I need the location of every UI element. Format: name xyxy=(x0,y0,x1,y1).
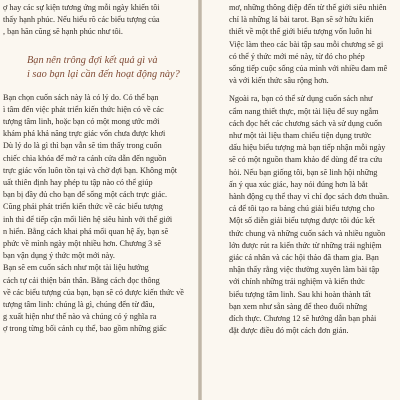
text-line: thấy hạnh phúc. Nếu hiểu rõ các biểu tượng của xyxy=(3,15,160,25)
text-line: Bạn sẽ em cuốn sách như một tài liệu hướng xyxy=(3,263,149,273)
text-line: ợ trong từng bối cảnh cụ thể, bao gồm những giấc xyxy=(3,324,167,334)
text-line: inh thì để tiếp cận mối liên hệ siêu hình với thế giới xyxy=(3,214,173,224)
text-line: ì tâm đến việc phát triển kiến thức hiện có về các xyxy=(3,104,164,114)
text-line: mơ, những thông điệp đến từ thế giới siêu nhiên xyxy=(229,3,387,12)
section-heading xyxy=(27,54,192,82)
text-line: dấu hiệu biểu tượng mà bạn tiếp nhận mỗi ngày xyxy=(229,143,386,153)
text-line: Ngoài ra, bạn có thể sử dụng cuốn sách như xyxy=(229,94,373,104)
text-line: và với kiến thức sâu rộng hơn. xyxy=(229,76,329,86)
heading-line: Bạn nên trông đợi kết quả gì và xyxy=(27,54,158,66)
body-paragraph xyxy=(229,93,396,337)
text-line: g xuất hiện như thế nào và chúng có ý nghĩa ra xyxy=(3,312,157,322)
text-line: đích thực. Chương 12 sẽ hướng dẫn bạn phải xyxy=(229,314,377,324)
text-line: tượng tâm linh: chúng là gì, chúng đến từ đâu, xyxy=(3,300,155,310)
text-line: về các biểu tượng của bạn, bạn sẽ có được kiến thức về xyxy=(3,287,184,297)
text-line: Bạn chọn cuốn sách này là có lý do. Có thể bạn xyxy=(3,92,159,102)
text-line: trực giác vốn luôn tồn tại và chờ đợi bạn. Không một xyxy=(3,165,178,175)
text-line: giác cá nhân và các hội thảo đã tham gia. Bạn xyxy=(229,253,379,263)
left-page xyxy=(0,0,198,400)
text-line: Dù lý do là gì thì bạn vẫn sẽ tìm thấy trong cuốn xyxy=(3,141,162,151)
top-paragraph xyxy=(229,2,396,87)
text-line: đặt được điều đó một cách đơn giản. xyxy=(229,326,349,336)
text-line: với chính những trải nghiệm và kiến thức xyxy=(229,277,365,287)
text-line: chỉ là những lá bài tarot. Bạn sẽ sở hữu kiến xyxy=(229,15,374,25)
text-line: Cũng phải phát triển kiến thức về các biểu tượng xyxy=(3,202,163,212)
text-line: hỏi. Nếu bạn giống tôi, bạn sẽ linh hội những xyxy=(229,167,378,177)
text-line: , bạn hãn cũng sẽ hạnh phúc như tôi. xyxy=(3,27,123,37)
text-line: Một số diễn giải biểu tượng được tôi đúc kết xyxy=(229,216,376,226)
intro-paragraph xyxy=(3,2,192,39)
text-line: như một tài liệu tham chiếu tiện dụng trước xyxy=(229,131,372,141)
text-line: bạn bị đầy đủ cho bạn để sống một cách trực giác. xyxy=(3,190,168,200)
heading-line: i sao bạn lại cần đến hoạt động này? xyxy=(27,68,180,80)
text-line: phức về mình ngày một nhiều hơn. Chương 3 sẽ xyxy=(3,239,162,249)
text-line: Việc làm theo các bài tập sau mỗi chương sẽ gi xyxy=(229,39,384,49)
text-line: thiết về một thế giới biểu tượng vốn luôn hi xyxy=(229,27,372,37)
text-line: cẩm nang thiết thực, một tài liệu để suy ngẫm xyxy=(229,106,379,116)
text-line: bạn xem như sẵn sàng để theo đuổi những xyxy=(229,301,368,311)
text-line: biểu tượng tâm linh. Sau khi hoàn thành tất xyxy=(229,289,371,299)
text-line: chiếc chìa khóa để mở ra cánh cửa dẫn đến nguồn xyxy=(3,153,167,163)
text-line: sẽ có một nguồn tham khảo để dùng để tra cứu xyxy=(229,155,383,165)
text-line: sống tiếp cuộc sống của mình với nhiều đam mê xyxy=(229,64,388,74)
text-line: có thể ý thức mới mẻ này, từ đó cho phép xyxy=(229,51,365,61)
text-line: bạn vận dụng ý thức một mới này. xyxy=(3,251,115,261)
text-line: n hiển. Bằng cách khai phá mối quan hệ ấy, bạn sẽ xyxy=(3,226,169,236)
text-line: hành động cụ thể thay vì chỉ đọc sách đơn thuần. xyxy=(229,192,390,202)
text-line: cách đọc hết các chương sách và sử dụng cuốn xyxy=(229,118,383,128)
body-paragraph-2 xyxy=(3,262,192,335)
text-line: cách tự cải thiện bản thân. Bằng cách đọc thông xyxy=(3,275,160,285)
body-paragraph xyxy=(3,92,192,263)
text-line: uất thiên định hay phép tu tập nào có thể giúp xyxy=(3,178,153,188)
right-page xyxy=(202,0,400,400)
text-line: ợ hay các sự kiện tương ứng mỗi ngày khiến tôi xyxy=(3,3,160,12)
text-line: khám phá khả năng trực giác vốn chưa được khơi xyxy=(3,129,166,139)
text-line: nhận thấy rằng việc thường xuyên làm bài tập xyxy=(229,265,380,275)
text-line: ấn ý qua xúc giác, hay nói đúng hơn là bắt xyxy=(229,179,368,189)
text-line: tượng tâm linh, hoặc bạn có một mong ước mới xyxy=(3,117,160,127)
text-line: lớn được rút ra kiến thức từ những trải nghiệm xyxy=(229,240,382,250)
text-line: cả để tôi tạo ra bảng chú giải biểu tượng cho xyxy=(229,204,375,214)
text-line: thức chung và những cuốn sách và nhiều nguồn xyxy=(229,228,386,238)
